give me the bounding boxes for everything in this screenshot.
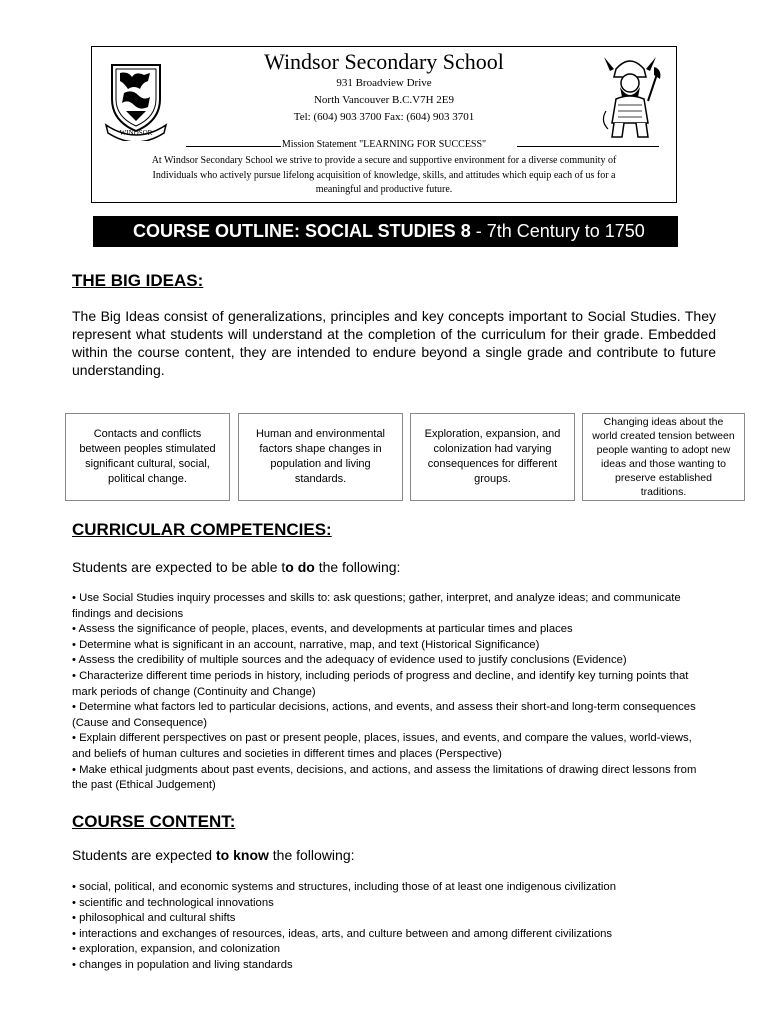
list-item: • Use Social Studies inquiry processes and skills to: ask questions; gather, interpret, and analyze ideas; and communicate findings and decisions [72,592,681,620]
mission-statement-title: Mission Statement "LEARNING FOR SUCCESS" [281,139,487,150]
list-item: • social, political, and economic systems and structures, including those of at least one indigenous civilization [72,881,616,893]
big-idea-box: Exploration, expansion, and colonization had varying consequences for different groups. [410,413,575,501]
list-item: • Explain different perspectives on past or present people, places, issues, and events, and compare the values, world-views, and beliefs of human cultures and societies in different times and places (Perspective) [72,732,692,760]
course-content-heading: COURSE CONTENT: [72,812,236,831]
big-ideas-heading: THE BIG IDEAS: [72,271,204,290]
list-item: • Determine what factors led to particular decisions, actions, and events, and assess their short-and long-term consequences (Cause and Consequence) [72,701,696,729]
big-ideas-paragraph: The Big Ideas consist of generalizations, principles and key concepts important to Social Studies. They represent what students will understand at the completion of the curriculum for their grade. Embedded within the course content, they are intended to endure beyond a single grade and contribute to future understanding. [72,308,716,378]
list-item: • changes in population and living standards [72,958,293,971]
viking-mascot-logo [596,51,664,141]
big-idea-box: Changing ideas about the world created tension between people wanting to adopt new ideas and those wanting to preserve established traditions. [582,413,745,501]
address-line-2: North Vancouver B.C.V7H 2E9 [313,94,455,106]
course-title-period: - 7th Century to 1750 [470,221,645,241]
list-item: • scientific and technological innovations [72,896,274,909]
course-content-intro: Students are expected to know the following: [72,847,355,863]
mission-statement-text: At Windsor Secondary School we strive to provide a secure and supportive environment for a diverse community of Individuals who actively pursue lifelong acquisition of knowledge, skills, and attitudes which equip each of us for a meaningful and productive future. [151,155,617,195]
list-item: • Assess the significance of people, places, events, and developments at particular times and places [72,623,573,636]
school-name: Windsor Secondary School [264,49,504,74]
list-item: • interactions and exchanges of resources, ideas, arts, and culture between and among different civilizations [72,927,613,940]
crest-banner-text: WINDSOR [119,129,153,137]
competencies-list [72,591,712,794]
list-item: • Characterize different time periods in history, including periods of progress and decline, and identify key turning points that mark periods of change (Continuity and Change) [72,669,689,698]
big-idea-box: Human and environmental factors shape changes in population and living standards. [238,413,403,501]
list-item: • Determine what is significant in an account, narrative, map, and text (Historical Significance) [72,638,540,651]
course-content-list [72,880,712,974]
big-idea-box: Contacts and conflicts between peoples stimulated significant cultural, social, political change. [65,413,230,501]
list-item: • Make ethical judgments about past events, decisions, and actions, and assess the limitations of drawing direct lessons from the past (Ethical Judgement) [72,763,697,792]
list-item: • Assess the credibility of multiple sources and the adequacy of evidence used to justify conclusions (Evidence) [72,654,627,667]
phone-fax: Tel: (604) 903 3700 Fax: (604) 903 3701 [293,111,475,123]
competencies-intro: Students are expected to be able to do the following: [72,559,401,575]
competencies-heading: CURRICULAR COMPETENCIES: [72,520,332,539]
course-title-bar [93,216,678,247]
list-item: • exploration, expansion, and colonization [72,943,281,956]
school-header [91,46,677,203]
course-title-bold: COURSE OUTLINE: SOCIAL STUDIES 8 [133,221,471,241]
address-line-1: 931 Broadview Drive [336,77,432,89]
list-item: • philosophical and cultural shifts [72,912,236,925]
